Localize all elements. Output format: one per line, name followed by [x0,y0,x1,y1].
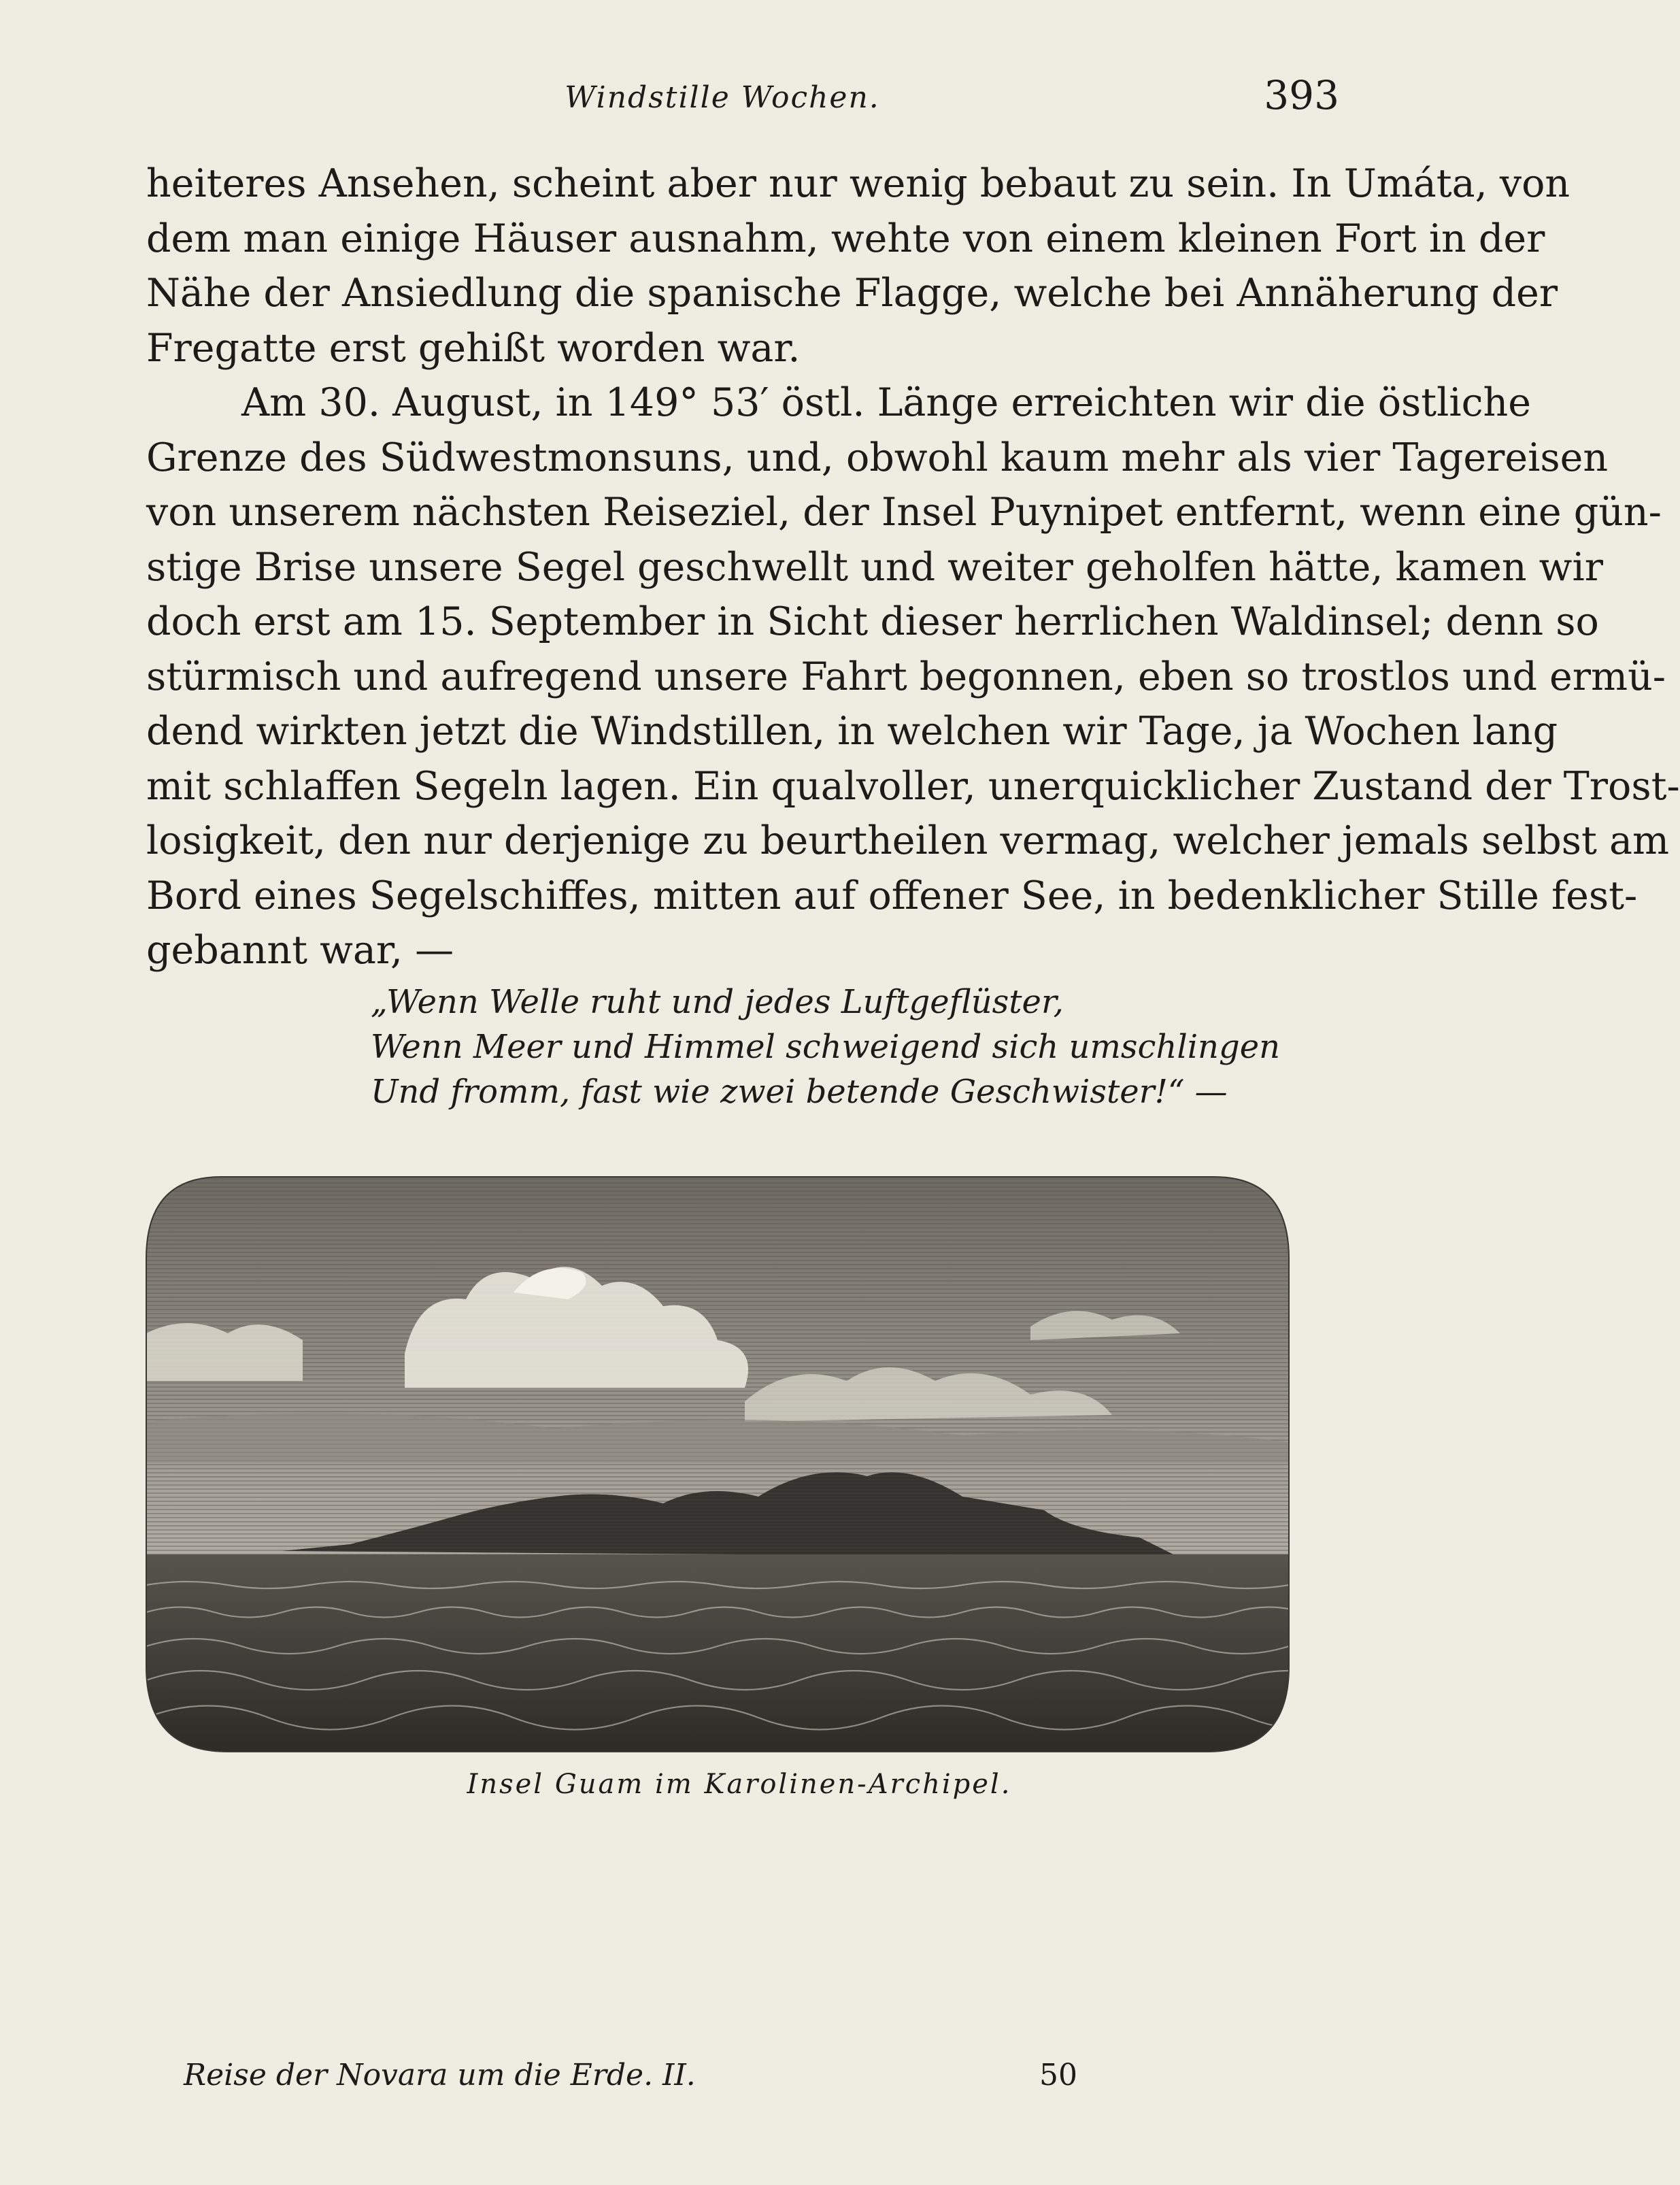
island-engraving [146,1177,1289,1752]
running-head [150,72,1339,135]
verse-line: Wenn Meer und Himmel schweigend sich umschlingen [371,1028,1281,1066]
text-line: Nähe der Ansiedlung die spanische Flagge, welche bei Annäherung der [146,271,1558,316]
paragraph-1 [146,156,1570,376]
text-line: Am 30. August, in 149° 53′ östl. Länge erreichten wir die östliche [241,380,1532,425]
text-line: doch erst am 15. September in Sicht dieser herrlichen Waldinsel; denn so [146,599,1599,644]
text-line: Bord eines Segelschiffes, mitten auf offener See, in bedenklicher Stille fest- [146,873,1638,918]
text-line: von unserem nächsten Reiseziel, der Insel Puynipet entfernt, wenn eine gün- [146,490,1662,535]
text-line: losigkeit, den nur derjenige zu beurtheilen vermag, welcher jemals selbst am [146,818,1670,863]
page-number: 393 [1264,72,1339,118]
body-text [146,156,1680,978]
text-line: Fregatte erst gehißt worden war. [146,325,801,371]
text-line: heiteres Ansehen, scheint aber nur wenig bebaut zu sein. In Umáta, von [146,161,1570,206]
text-line: dend wirkten jetzt die Windstillen, in welchen wir Tage, ja Wochen lang [146,709,1558,754]
footer-book-title: Reise der Novara um die Erde. II. [184,2058,696,2092]
footer-signature-mark: 50 [1039,2058,1077,2092]
running-title: Windstille Wochen. [565,80,880,115]
figure-caption: Insel Guam im Karolinen-Archipel. [467,1769,1012,1800]
text-line: Grenze des Südwestmonsuns, und, obwohl kaum mehr als vier Tagereisen [146,435,1609,480]
verse-line: Und fromm, fast wie zwei betende Geschwister!“ — [371,1073,1228,1111]
text-line: stürmisch und aufregend unsere Fahrt begonnen, eben so trostlos und ermü- [146,654,1666,699]
text-line: dem man einige Häuser ausnahm, wehte von einem kleinen Fort in der [146,216,1545,261]
paragraph-2 [146,376,1680,978]
text-line: mit schlaffen Segeln lagen. Ein qualvoller, unerquicklicher Zustand der Trost- [146,763,1680,809]
verse-line: „Wenn Welle ruht und jedes Luftgeflüster, [371,983,1064,1021]
verse-quote [371,980,1280,1114]
text-line: gebannt war, — [146,928,454,973]
text-line: stige Brise unsere Segel geschwellt und weiter geholfen hätte, kamen wir [146,544,1603,590]
